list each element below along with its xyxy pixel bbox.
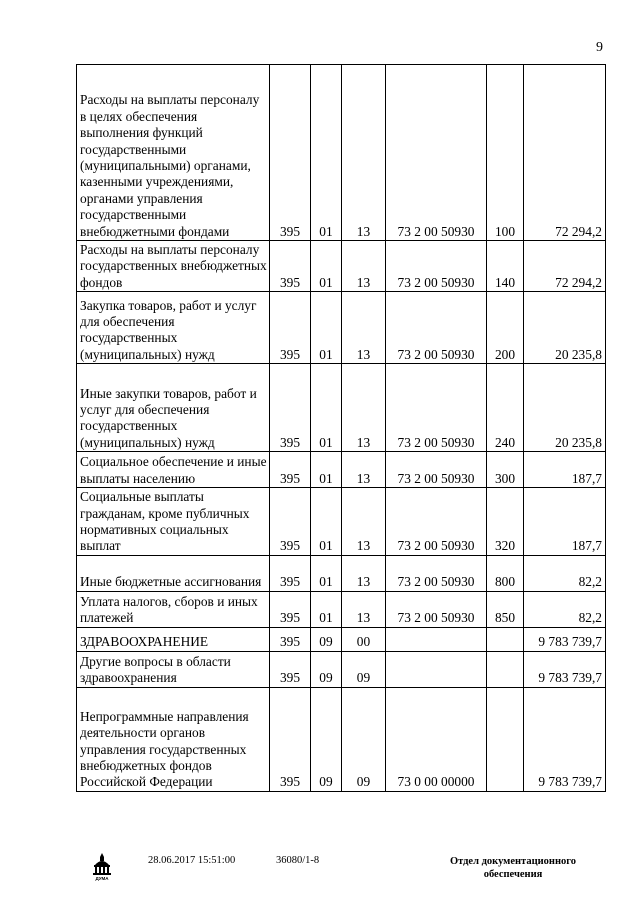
cell-sum: 9 783 739,7 bbox=[524, 627, 606, 651]
cell-grbs: 395 bbox=[270, 452, 311, 488]
cell-vr: 320 bbox=[487, 488, 524, 556]
cell-csr: 73 2 00 50930 bbox=[386, 488, 487, 556]
cell-rz: 09 bbox=[311, 627, 342, 651]
cell-pr: 13 bbox=[342, 364, 386, 452]
cell-grbs: 395 bbox=[270, 65, 311, 241]
cell-csr: 73 2 00 50930 bbox=[386, 364, 487, 452]
cell-pr: 13 bbox=[342, 292, 386, 364]
cell-sum: 82,2 bbox=[524, 555, 606, 591]
cell-sum: 9 783 739,7 bbox=[524, 687, 606, 791]
budget-table-body bbox=[77, 65, 606, 792]
cell-sum: 187,7 bbox=[524, 488, 606, 556]
cell-vr: 850 bbox=[487, 591, 524, 627]
cell-name: Расходы на выплаты персоналу государственных внебюджетных фондов bbox=[77, 241, 270, 292]
cell-grbs: 395 bbox=[270, 364, 311, 452]
cell-pr: 13 bbox=[342, 241, 386, 292]
table-row bbox=[77, 292, 606, 364]
cell-vr: 200 bbox=[487, 292, 524, 364]
cell-grbs: 395 bbox=[270, 488, 311, 556]
cell-rz: 01 bbox=[311, 292, 342, 364]
cell-rz: 01 bbox=[311, 488, 342, 556]
table-row bbox=[77, 627, 606, 651]
cell-rz: 01 bbox=[311, 65, 342, 241]
table-row bbox=[77, 555, 606, 591]
cell-sum: 72 294,2 bbox=[524, 241, 606, 292]
cell-name: Иные закупки товаров, работ и услуг для обеспечения государственных (муниципальных) нужд bbox=[77, 364, 270, 452]
table-row bbox=[77, 364, 606, 452]
cell-name: Иные бюджетные ассигнования bbox=[77, 555, 270, 591]
table-row bbox=[77, 241, 606, 292]
cell-pr: 13 bbox=[342, 488, 386, 556]
footer-department: Отдел документационного обеспечения bbox=[449, 856, 577, 880]
cell-vr: 300 bbox=[487, 452, 524, 488]
cell-vr: 240 bbox=[487, 364, 524, 452]
cell-pr: 13 bbox=[342, 555, 386, 591]
table-row bbox=[77, 687, 606, 791]
cell-name: Закупка товаров, работ и услуг для обеспечения государственных (муниципальных) нужд bbox=[77, 292, 270, 364]
cell-csr: 73 2 00 50930 bbox=[386, 452, 487, 488]
cell-grbs: 395 bbox=[270, 591, 311, 627]
cell-name: Социальные выплаты гражданам, кроме публичных нормативных социальных выплат bbox=[77, 488, 270, 556]
cell-vr: 140 bbox=[487, 241, 524, 292]
cell-name: Расходы на выплаты персоналу в целях обеспечения выполнения функций государственными (муниципальными) органами, казенными учреждениями, органами управления государственными внебюджетными фондами bbox=[77, 65, 270, 241]
cell-rz: 01 bbox=[311, 591, 342, 627]
cell-csr: 73 2 00 50930 bbox=[386, 241, 487, 292]
cell-csr: 73 2 00 50930 bbox=[386, 65, 487, 241]
cell-rz: 09 bbox=[311, 651, 342, 687]
cell-rz: 01 bbox=[311, 555, 342, 591]
cell-vr: 100 bbox=[487, 65, 524, 241]
cell-sum: 72 294,2 bbox=[524, 65, 606, 241]
budget-table bbox=[76, 64, 606, 792]
cell-grbs: 395 bbox=[270, 292, 311, 364]
cell-csr: 73 2 00 50930 bbox=[386, 591, 487, 627]
cell-rz: 01 bbox=[311, 241, 342, 292]
cell-name: Другие вопросы в области здравоохранения bbox=[77, 651, 270, 687]
cell-csr: 73 2 00 50930 bbox=[386, 292, 487, 364]
cell-grbs: 395 bbox=[270, 555, 311, 591]
table-row bbox=[77, 591, 606, 627]
table-row bbox=[77, 651, 606, 687]
cell-vr bbox=[487, 651, 524, 687]
cell-rz: 01 bbox=[311, 452, 342, 488]
table-row bbox=[77, 452, 606, 488]
table-row bbox=[77, 488, 606, 556]
cell-csr: 73 0 00 00000 bbox=[386, 687, 487, 791]
cell-pr: 00 bbox=[342, 627, 386, 651]
cell-name: Непрограммные направления деятельности органов управления государственных внебюджетных фондов Российской Федерации bbox=[77, 687, 270, 791]
cell-vr: 800 bbox=[487, 555, 524, 591]
cell-sum: 20 235,8 bbox=[524, 292, 606, 364]
cell-name: Социальное обеспечение и иные выплаты населению bbox=[77, 452, 270, 488]
cell-name: Уплата налогов, сборов и иных платежей bbox=[77, 591, 270, 627]
cell-pr: 13 bbox=[342, 452, 386, 488]
cell-pr: 09 bbox=[342, 687, 386, 791]
cell-name: ЗДРАВООХРАНЕНИЕ bbox=[77, 627, 270, 651]
cell-sum: 187,7 bbox=[524, 452, 606, 488]
cell-pr: 13 bbox=[342, 65, 386, 241]
cell-pr: 09 bbox=[342, 651, 386, 687]
svg-text:ДУМА: ДУМА bbox=[95, 876, 109, 881]
cell-csr bbox=[386, 651, 487, 687]
cell-grbs: 395 bbox=[270, 627, 311, 651]
table-row bbox=[77, 65, 606, 241]
cell-vr bbox=[487, 687, 524, 791]
cell-csr: 73 2 00 50930 bbox=[386, 555, 487, 591]
cell-grbs: 395 bbox=[270, 241, 311, 292]
page-number: 9 bbox=[596, 40, 603, 55]
footer-doc-number: 36080/1-8 bbox=[276, 855, 320, 866]
cell-pr: 13 bbox=[342, 591, 386, 627]
cell-sum: 82,2 bbox=[524, 591, 606, 627]
cell-rz: 09 bbox=[311, 687, 342, 791]
cell-csr bbox=[386, 627, 487, 651]
cell-sum: 20 235,8 bbox=[524, 364, 606, 452]
cell-grbs: 395 bbox=[270, 687, 311, 791]
cell-grbs: 395 bbox=[270, 651, 311, 687]
cell-vr bbox=[487, 627, 524, 651]
cell-rz: 01 bbox=[311, 364, 342, 452]
duma-emblem-icon bbox=[90, 851, 114, 881]
cell-sum: 9 783 739,7 bbox=[524, 651, 606, 687]
footer-datetime: 28.06.2017 15:51:00 bbox=[148, 855, 236, 866]
